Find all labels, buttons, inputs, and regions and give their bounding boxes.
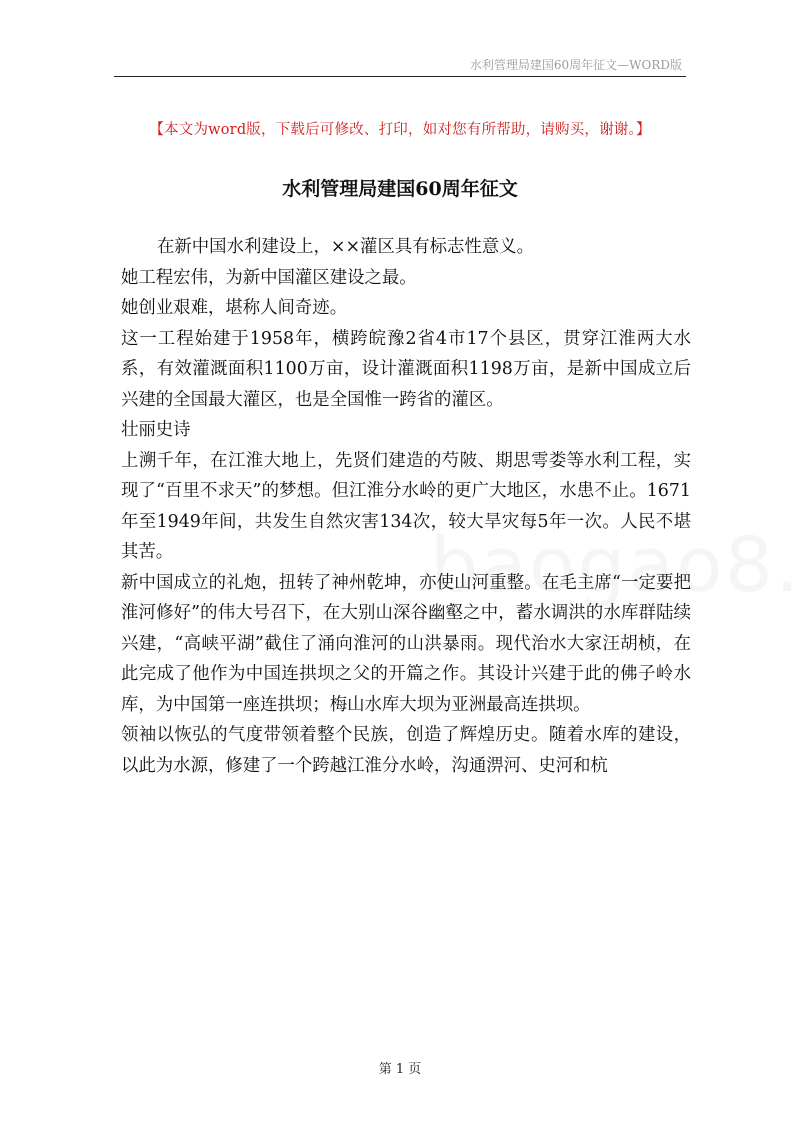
purchase-notice: 【本文为word版，下载后可修改、打印，如对您有所帮助，请购买，谢谢。】 [149,122,651,138]
document-title: 水利管理局建国60周年征文 [282,178,518,200]
paragraph: 她工程宏伟，为新中国灌区建设之最。 [121,267,417,288]
paragraph: 她创业艰难，堪称人间奇迹。 [121,298,348,318]
paragraph: 领袖以恢弘的气度带领着整个民族，创造了辉煌历史。随着水库的建设，以此为水源，修建了一个跨越江淮分水岭，沟通淠河、史河和杭 [121,725,691,776]
paragraph: 新中国成立的礼炮，扭转了神州乾坤，亦使山河重整。在毛主席“一定要把淮河修好”的伟大号召下，在大别山深谷幽壑之中，蓄水调洪的水库群陆续兴建，“高峡平湖”截住了涌向淮河的山洪暴雨。现代治水大家汪胡桢，在此完成了他作为中国连拱坝之父的开篇之作。其设计兴建于此的佛子岭水库，为中国第一座连拱坝；梅山水库大坝为亚洲最高连拱坝。 [121,572,691,715]
header-divider [114,76,686,77]
page-number: 第 1 页 [378,1062,422,1077]
document-body [121,232,691,781]
section-heading: 壮丽史诗 [121,420,191,440]
paragraph-intro: 在新中国水利建设上，××灌区具有标志性意义。 [157,237,534,257]
paragraph: 上溯千年，在江淮大地上，先贤们建造的芍陂、期思雩娄等水利工程，实现了“百里不求天”的梦想。但江淮分水岭的更广大地区，水患不止。1671年至1949年间，共发生自然灾害134次，较大旱灾每5年一次。人民不堪其苦。 [121,450,691,562]
running-header: 水利管理局建国60周年征文—WORD版 [469,58,682,72]
paragraph: 这一工程始建于1958年，横跨皖豫2省4市17个县区，贯穿江淮两大水系，有效灌溉面积1100万亩，设计灌溉面积1198万亩，是新中国成立后兴建的全国最大灌区，也是全国惟一跨省的灌区。 [121,328,691,410]
